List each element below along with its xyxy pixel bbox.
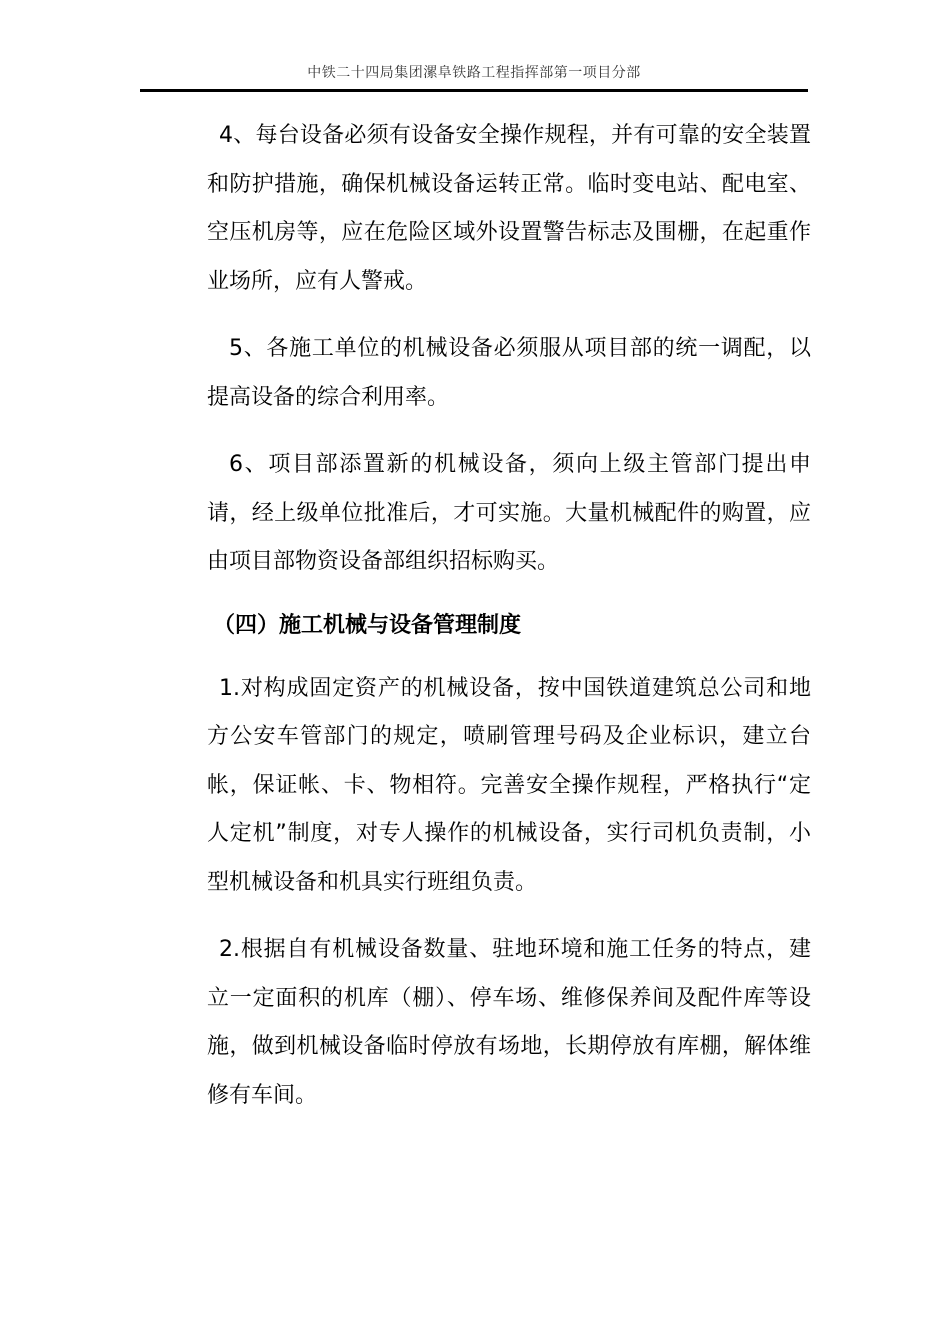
page-header bbox=[140, 62, 808, 92]
header-title: 中铁二十四局集团漯阜铁路工程指挥部第一项目分部 bbox=[307, 65, 641, 81]
section-paragraph-1: 1.对构成固定资产的机械设备，按中国铁道建筑总公司和地方公安车管部门的规定，喷刷管理号码及企业标识，建立台帐，保证帐、卡、物相符。完善安全操作规程，严格执行“定人定机”制度，对专人操作的机械设备，实行司机负责制，小型机械设备和机具实行班组负责。 bbox=[207, 675, 811, 895]
section-paragraph-2: 2.根据自有机械设备数量、驻地环境和施工任务的特点，建立一定面积的机库（棚）、停车场、维修保养间及配件库等设施，做到机械设备临时停放有场地，长期停放有库棚，解体维修有车间。 bbox=[207, 937, 811, 1108]
document-body bbox=[207, 112, 811, 1139]
paragraph-item-5: 5、各施工单位的机械设备必须服从项目部的统一调配，以提高设备的综合利用率。 bbox=[207, 336, 811, 410]
paragraph-item-6: 6、项目部添置新的机械设备，须向上级主管部门提出申请，经上级单位批准后，才可实施。大量机械配件的购置，应由项目部物资设备部组织招标购买。 bbox=[207, 452, 811, 574]
section-heading: （四）施工机械与设备管理制度 bbox=[213, 612, 522, 638]
paragraph-item-4: 4、每台设备必须有设备安全操作规程，并有可靠的安全装置和防护措施，确保机械设备运转正常。临时变电站、配电室、空压机房等，应在危险区域外设置警告标志及围栅，在起重作业场所，应有人警戒。 bbox=[207, 123, 811, 294]
